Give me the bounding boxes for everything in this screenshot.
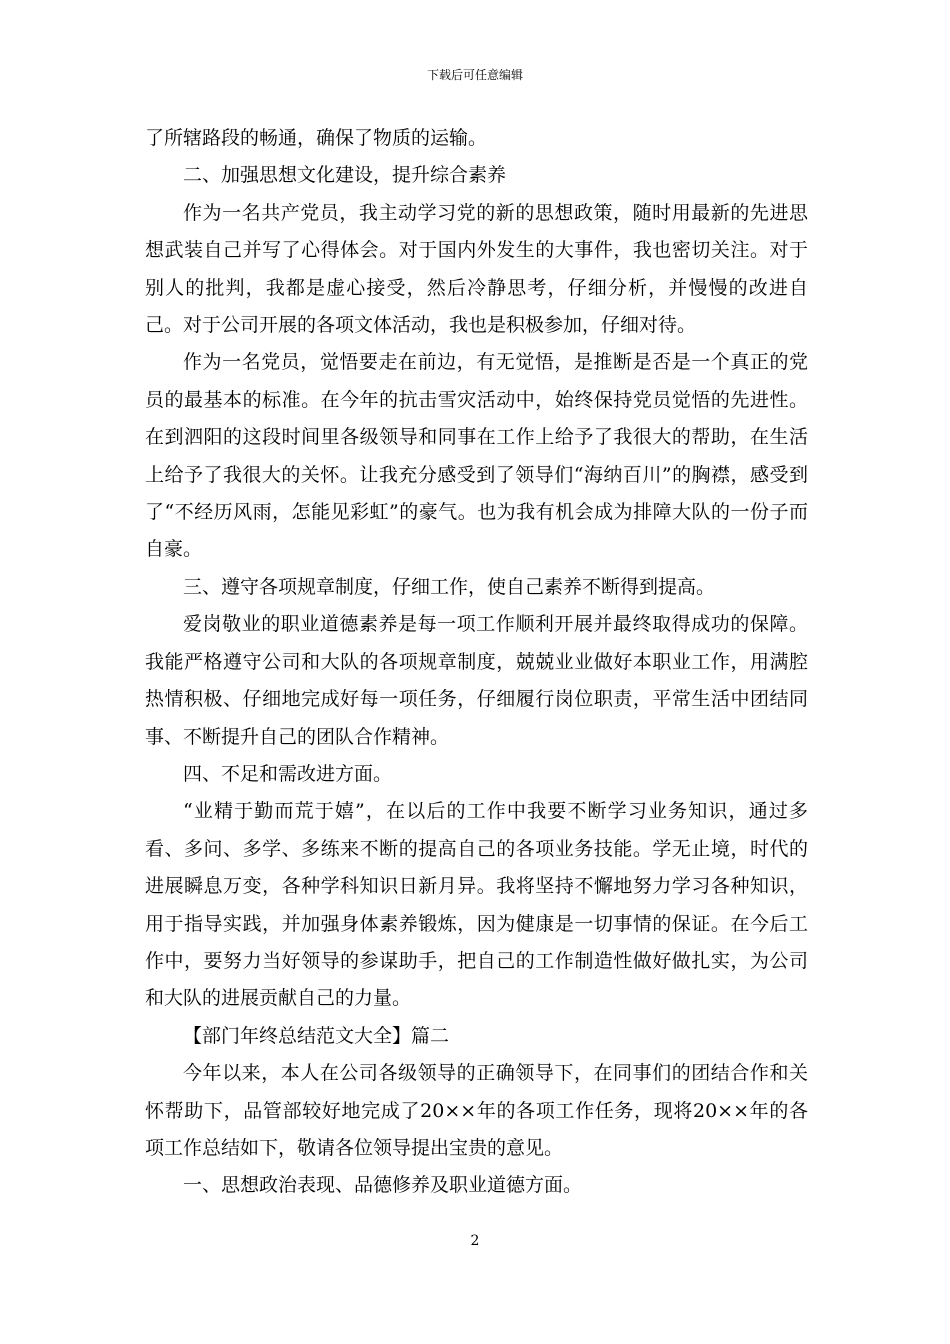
paragraph: 爱岗敬业的职业道德素养是每一项工作顺利开展并最终取得成功的保障。我能严格遵守公司和大队的各项规章制度，兢兢业业做好本职业工作，用满腔热情积极、仔细地完成好每一项任务，仔细履行岗位职责，平常生活中团结同事、不断提升自己的团队合作精神。 xyxy=(145,613,808,748)
article-title: 【部门年终总结范文大全】篇二 xyxy=(183,1024,450,1047)
page-header: 下载后可任意编辑 xyxy=(426,68,523,82)
paragraph: 作为一名共产党员，我主动学习党的新的思想政策，随时用最新的先进思想武装自己并写了心得体会。对于国内外发生的大事件，我也密切关注。对于别人的批判，我都是虚心接受，然后冷静思考，仔细分析，并慢慢的改进自己。对于公司开展的各项文体活动，我也是积极参加，仔细对待。 xyxy=(145,201,808,337)
page-number: 2 xyxy=(470,1233,480,1249)
section-heading: 二、加强思想文化建设，提升综合素养 xyxy=(183,164,507,187)
section-heading: 四、不足和需改进方面。 xyxy=(183,762,393,785)
paragraph: “业精于勤而荒于嬉”，在以后的工作中我要不断学习业务知识，通过多看、多问、多学、多练来不断的提高自己的各项业务技能。学无止境，时代的进展瞬息万变，各种学科知识日新月异。我将坚持不懈地努力学习各种知识，用于指导实践，并加强身体素养锻炼，因为健康是一切事情的保证。在今后工作中，要努力当好领导的参谋助手，把自己的工作制造性做好做扎实，为公司和大队的进展贡献自己的力量。 xyxy=(145,800,808,1010)
paragraph: 了所辖路段的畅通，确保了物质的运输。 xyxy=(145,127,488,149)
paragraph: 作为一名党员，觉悟要走在前边，有无觉悟，是推断是否是一个真正的党员的最基本的标准。在今年的抗击雪灾活动中，始终保持党员觉悟的先进性。在到泗阳的这段时间里各级领导和同事在工作上给予了我很大的帮助，在生活上给予了我很大的关怀。让我充分感受到了领导们“海纳百川”的胸襟，感受到了“不经历风雨，怎能见彩虹”的豪气。也为我有机会成为排障大队的一份子而自豪。 xyxy=(145,351,808,561)
section-heading: 一、思想政治表现、品德修养及职业道德方面。 xyxy=(183,1174,583,1197)
document-body xyxy=(145,120,808,1205)
paragraph: 今年以来，本人在公司各级领导的正确领导下，在同事们的团结合作和关怀帮助下，品管部较好地完成了20××年的各项工作任务，现将20××年的各项工作总结如下，敬请各位领导提出宝贵的意见。 xyxy=(145,1062,808,1159)
section-heading: 三、遵守各项规章制度，仔细工作，使自己素养不断得到提高。 xyxy=(183,575,716,598)
